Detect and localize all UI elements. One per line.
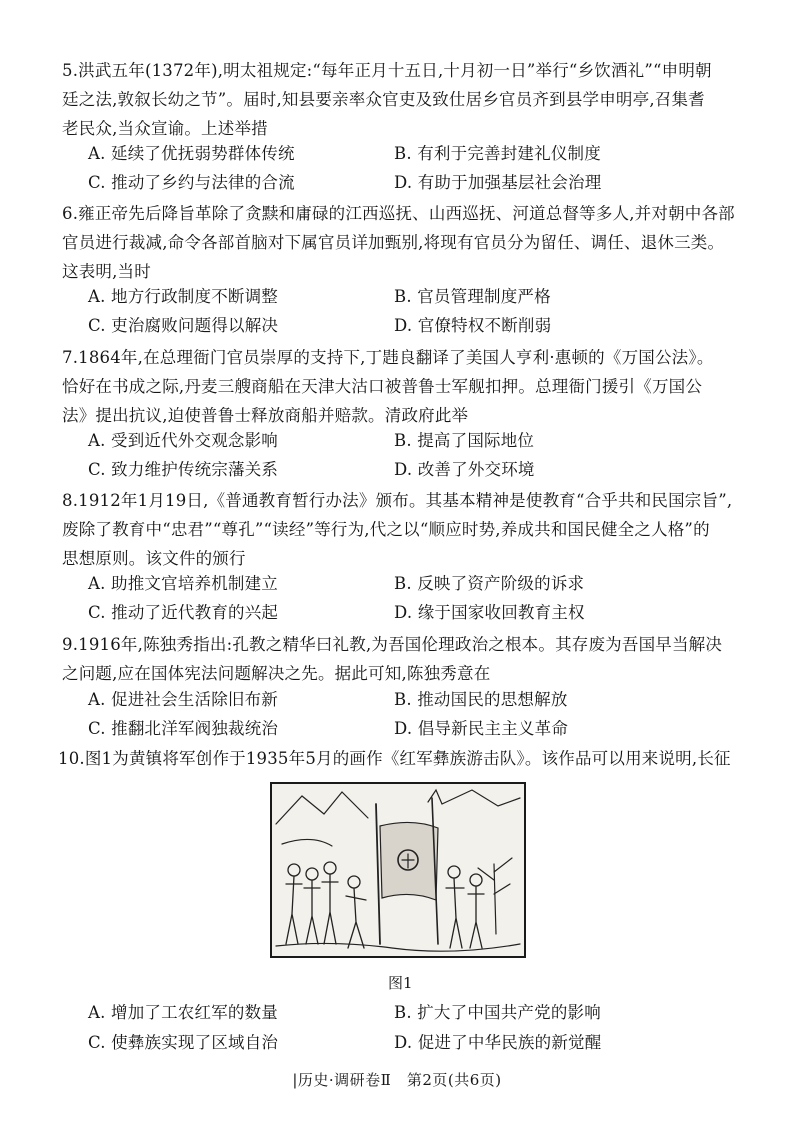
question-7-option-d[interactable]: D. 改善了外交环境 [394,460,535,479]
stem-line: 法》提出抗议,迫使普鲁士释放商船并赔款。清政府此举 [62,406,469,425]
question-10-stem [58,744,738,773]
question-6-option-d[interactable]: D. 官僚特权不断削弱 [394,316,552,335]
page-footer: |历史·调研卷Ⅱ 第2页(共6页) [292,1071,502,1089]
stem-line: 9.1916年,陈独秀指出:孔教之精华曰礼教,为吾国伦理政治之根本。其存废为吾国早当解决 [62,635,723,654]
question-9-option-c[interactable]: C. 推翻北洋军阀独裁统治 [88,719,279,738]
stem-line: 8.1912年1月19日,《普通教育暂行办法》颁布。其基本精神是使教育“合乎共和民国宗旨”, [62,491,733,510]
question-6-option-b[interactable]: B. 官员管理制度严格 [394,287,551,306]
stem-line: 废除了教育中“忠君”“尊孔”“读经”等行为,代之以“顺应时势,养成共和国民健全之人格”的 [62,520,710,539]
question-10-option-d[interactable]: D. 促进了中华民族的新觉醒 [394,1033,602,1052]
sketch-drawing [272,784,524,956]
question-9-option-d[interactable]: D. 倡导新民主主义革命 [394,719,569,738]
question-9-stem [62,630,742,688]
question-5-option-d[interactable]: D. 有助于加强基层社会治理 [394,173,602,192]
stem-line: 老民众,当众宣谕。上述举措 [62,119,268,138]
stem-line: 6.雍正帝先后降旨革除了贪黩和庸碌的江西巡抚、山西巡抚、河道总督等多人,并对朝中各部 [62,204,735,223]
question-9-option-a[interactable]: A. 促进社会生活除旧布新 [88,690,279,709]
question-9-option-b[interactable]: B. 推动国民的思想解放 [394,690,568,709]
question-8-option-d[interactable]: D. 缘于国家收回教育主权 [394,603,585,622]
question-7-option-b[interactable]: B. 提高了国际地位 [394,431,535,450]
question-10-option-c[interactable]: C. 使彝族实现了区域自治 [88,1033,279,1052]
stem-line: 思想原则。该文件的颁行 [62,549,246,568]
question-7-stem [62,343,742,430]
stem-line: 官员进行裁减,命令各部首脑对下属官员详加甄别,将现有官员分为留任、调任、退休三类。 [62,233,725,252]
question-6-stem [62,199,742,286]
stem-line: 廷之法,敦叙长幼之节”。届时,知县要亲率众官吏及致仕居乡官员齐到县学申明亭,召集耆 [62,90,705,109]
figure-1-illustration [270,782,526,958]
figure-caption: 图1 [388,974,413,992]
question-10-option-a[interactable]: A. 增加了工农红军的数量 [88,1003,279,1022]
question-8-stem [62,486,742,573]
question-10-option-b[interactable]: B. 扩大了中国共产党的影响 [394,1003,601,1022]
question-5-stem [62,56,742,143]
question-5-option-b[interactable]: B. 有利于完善封建礼仪制度 [394,144,601,163]
question-6-option-a[interactable]: A. 地方行政制度不断调整 [88,287,279,306]
stem-line: 之问题,应在国体宪法问题解决之先。据此可知,陈独秀意在 [62,664,491,683]
stem-line: 7.1864年,在总理衙门官员崇厚的支持下,丁韪良翻译了美国人亨利·惠顿的《万国公法》。 [62,348,714,367]
question-8-option-c[interactable]: C. 推动了近代教育的兴起 [88,603,279,622]
stem-line: 10.图1为黄镇将军创作于1935年5月的画作《红军彝族游击队》。该作品可以用来说明,长征 [58,749,731,768]
question-6-option-c[interactable]: C. 吏治腐败问题得以解决 [88,316,279,335]
question-5-option-c[interactable]: C. 推动了乡约与法律的合流 [88,173,295,192]
question-7-option-a[interactable]: A. 受到近代外交观念影响 [88,431,279,450]
question-5-option-a[interactable]: A. 延续了优抚弱势群体传统 [88,144,295,163]
stem-line: 这表明,当时 [62,262,151,281]
stem-line: 5.洪武五年(1372年),明太祖规定:“每年正月十五日,十月初一日”举行“乡饮酒礼”“申明朝 [62,61,712,80]
question-8-option-b[interactable]: B. 反映了资产阶级的诉求 [394,574,585,593]
stem-line: 恰好在书成之际,丹麦三艘商船在天津大沽口被普鲁士军舰扣押。总理衙门援引《万国公 [62,377,703,396]
question-8-option-a[interactable]: A. 助推文官培养机制建立 [88,574,279,593]
question-7-option-c[interactable]: C. 致力维护传统宗藩关系 [88,460,279,479]
